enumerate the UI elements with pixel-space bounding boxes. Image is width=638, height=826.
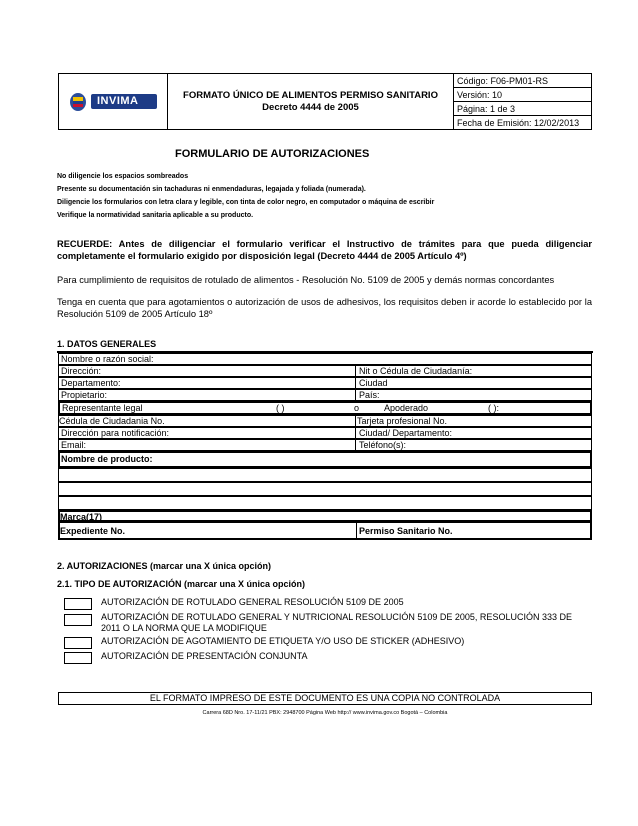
nombre-razon-label: Nombre o razón social: (61, 354, 154, 364)
logo-text: INVIMA (97, 95, 139, 107)
option4-label: AUTORIZACIÓN DE PRESENTACIÓN CONJUNTA (101, 651, 308, 661)
nombre-producto-label: Nombre de producto: (61, 454, 153, 464)
representante-check[interactable]: ( ) (276, 403, 285, 413)
propietario-row[interactable] (58, 389, 592, 401)
instruction-3: Diligencie los formularios con letra clara y legible, con tinta de color negro, en computador o máquina de escribir (57, 199, 435, 206)
tarjeta-label: Tarjeta profesional No. (357, 416, 448, 426)
propietario-label: Propietario: (61, 390, 108, 400)
invima-logo (67, 92, 159, 112)
codigo-cell: Código: F06-PM01-RS (454, 74, 592, 88)
expediente-label: Expediente No. (60, 526, 126, 536)
direccion-notif-label: Dirección para notificación: (61, 428, 170, 438)
option2-label-line2: 2011 O LA NORMA QUE LA MODIFIQUE (101, 623, 267, 633)
expediente-row[interactable] (58, 521, 592, 540)
option2-label-line1: AUTORIZACIÓN DE ROTULADO GENERAL Y NUTRICIONAL RESOLUCIÓN 5109 DE 2005, RESOLUCIÓN 333 DE (101, 612, 572, 622)
option2-checkbox[interactable] (64, 614, 92, 626)
departamento-label: Departamento: (61, 378, 121, 388)
instruction-2: Presente su documentación sin tachaduras ni enmendaduras, legajada y foliada (numerada). (57, 186, 366, 193)
nit-label: Nit o Cédula de Ciudadanía: (359, 366, 473, 376)
header-title-line2: Decreto 4444 de 2005 (262, 101, 359, 113)
nombre-producto-row[interactable] (58, 451, 592, 468)
departamento-row[interactable] (58, 377, 592, 389)
para-cumplimiento-note: Para cumplimiento de requisitos de rotulado de alimentos - Resolución No. 5109 de 2005 y demás normas concordantes (57, 275, 555, 285)
instruction-1: No diligencie los espacios sombreados (57, 173, 189, 180)
representante-row[interactable] (58, 401, 592, 415)
ciudad-label: Ciudad (359, 378, 388, 388)
header-title-line1: FORMATO ÚNICO DE ALIMENTOS PERMISO SANITARIO (183, 89, 438, 101)
telefono-label: Teléfono(s): (359, 440, 407, 450)
producto-blank-row-1[interactable] (58, 468, 592, 482)
email-row[interactable] (58, 439, 592, 451)
copy-notice-text: EL FORMATO IMPRESO DE ESTE DOCUMENTO ES UNA COPIA NO CONTROLADA (149, 693, 501, 703)
or-label: o (354, 403, 360, 413)
producto-blank-row-3[interactable] (58, 496, 592, 510)
section2-subtitle: 2.1. TIPO DE AUTORIZACIÓN (marcar una X única opción) (57, 579, 306, 589)
pais-label: País: (359, 390, 380, 400)
tenga-cuenta-note: Tenga en cuenta que para agotamientos o autorización de usos de adhesivos, los requisitos deben ir acorde lo establecido por la Resolución 5109 de 2005 Artículo 18º (57, 297, 592, 319)
marca-label: Marca(17) (60, 512, 103, 522)
direccion-row[interactable] (58, 365, 592, 377)
nombre-razon-row[interactable] (58, 353, 592, 365)
header-title (168, 74, 454, 130)
ciudad-depto-label: Ciudad/ Departamento: (359, 428, 453, 438)
recuerde-note: RECUERDE: Antes de diligenciar el formulario verificar el Instructivo de trámites para que pueda diligenciar completamente el formulario exigido por disposición legal (Decreto 4444 de 2005 Artículo 4º) (57, 239, 592, 261)
cedula-row[interactable] (58, 415, 592, 427)
header-table (58, 73, 592, 130)
direccion-label: Dirección: (61, 366, 102, 376)
form-title: FORMULARIO DE AUTORIZACIONES (175, 148, 370, 160)
producto-blank-row-2[interactable] (58, 482, 592, 496)
fecha-cell: Fecha de Emisión: 12/02/2013 (454, 116, 592, 130)
cedula-label: Cédula de Ciudadania No. (59, 416, 165, 426)
apoderado-check[interactable]: ( ): (488, 403, 499, 413)
email-label: Email: (61, 440, 87, 450)
permiso-label: Permiso Sanitario No. (359, 526, 453, 536)
apoderado-label: Apoderado (384, 403, 429, 413)
footer-address: Carrera 68D Nro. 17-11/21 PBX: 2948700 Página Web http:// www.invima.gov.co Bogotá – Colombia (202, 710, 448, 716)
instruction-4: Verifique la normatividad sanitaria aplicable a su producto. (57, 212, 254, 219)
option3-checkbox[interactable] (64, 637, 92, 649)
option1-label: AUTORIZACIÓN DE ROTULADO GENERAL RESOLUCIÓN 5109 DE 2005 (101, 597, 404, 607)
representante-label: Representante legal (62, 403, 143, 413)
option4-checkbox[interactable] (64, 652, 92, 664)
section2-title: 2. AUTORIZACIONES (marcar una X única opción) (57, 561, 272, 571)
version-cell: Versión: 10 (454, 88, 592, 102)
section1-title: 1. DATOS GENERALES (57, 339, 157, 349)
option3-label: AUTORIZACIÓN DE AGOTAMIENTO DE ETIQUETA Y/O USO DE STICKER (ADHESIVO) (101, 636, 465, 646)
logo-cell (59, 74, 168, 130)
pagina-cell: Página: 1 de 3 (454, 102, 592, 116)
option1-checkbox[interactable] (64, 598, 92, 610)
coat-of-arms-icon (67, 92, 89, 112)
direccion-notif-row[interactable] (58, 427, 592, 439)
copy-notice-box (58, 692, 592, 705)
